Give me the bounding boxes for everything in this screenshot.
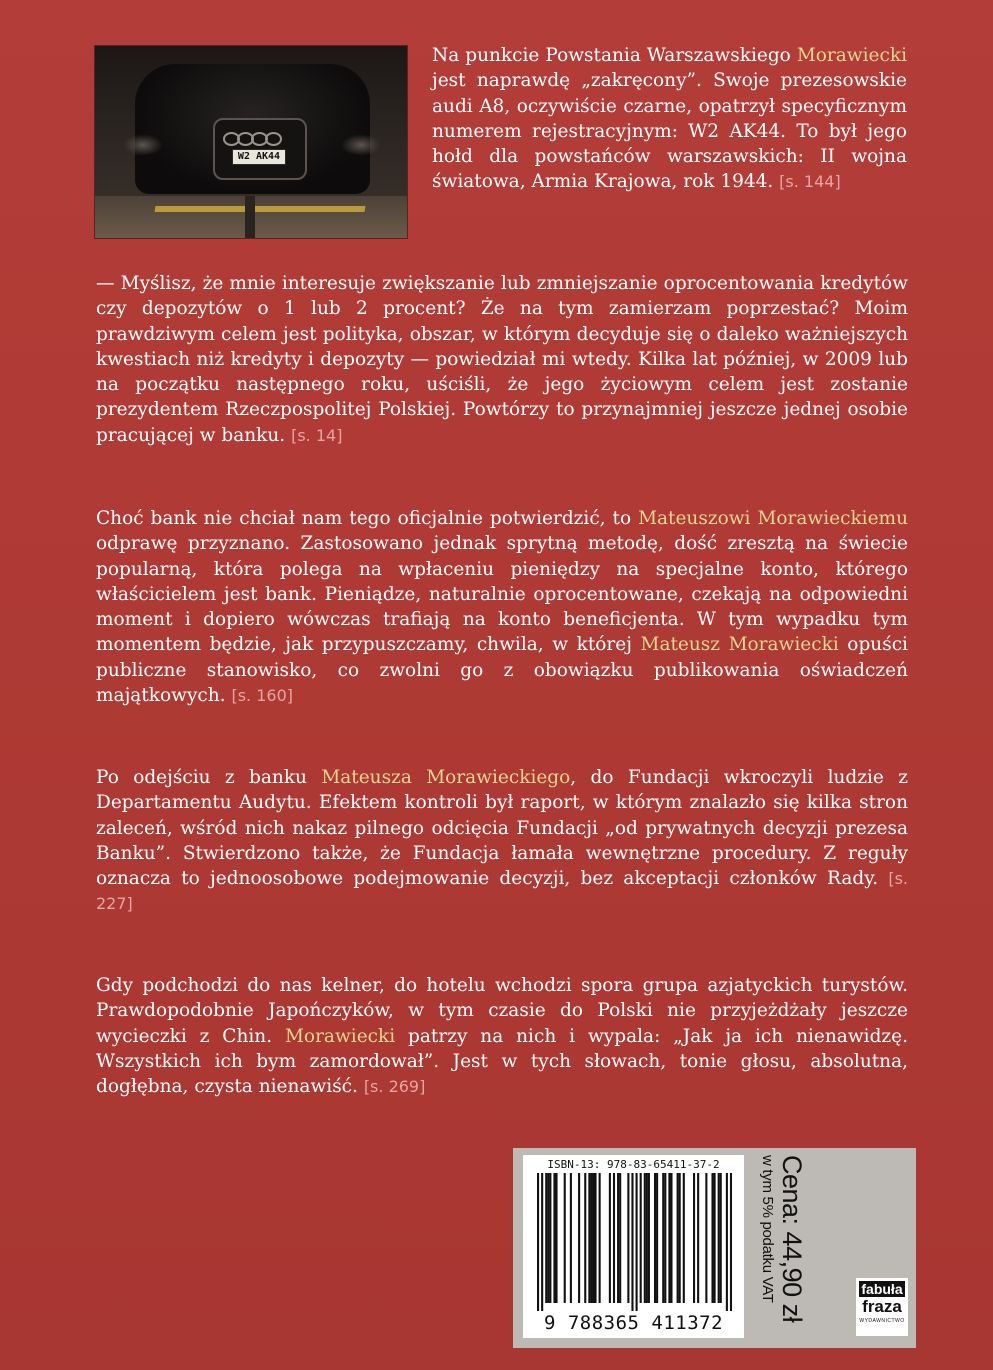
audi-logo-icon: [223, 132, 293, 146]
barcode-bar: [631, 1173, 633, 1311]
page-reference: [s. 160]: [231, 686, 293, 706]
publisher-line2: fraza: [862, 1297, 902, 1316]
barcode-bar: [590, 1173, 592, 1303]
barcode-bar: [726, 1173, 728, 1311]
barcode-bar: [718, 1173, 720, 1303]
quote-paragraph: [96, 973, 908, 1099]
publisher-logo: [856, 1278, 908, 1336]
barcode-bar: [537, 1173, 539, 1311]
quote-text: jest naprawdę „zakręcony”. Swoje prezesowskie audi A8, oczywiście czarne, opatrzył specyficznym numerem rejestracyjnym: W2 AK44. To był jego hołd dla powstańców warszawskich: II wojna światowa, Armia Krajowa, rok 1944.: [432, 70, 907, 193]
quote-text: — Myślisz, że mnie interesuje zwiększanie lub zmniejszanie oprocentowania kredytów czy depozytów o 1 lub 2 procent? Że na tym zamierzam poprzestać? Moim prawdziwym celem jest polityka, obszar, w którym decyduje się o daleko ważniejszych kwestiach niż kredyty i depozyty — powiedział mi wtedy. Kilka lat później, w 2009 lub na początku następnego roku, uściśli, że jego życiowym celem jest zostanie prezydentem Rzeczpospolitej Polskiej. Powtórzy to przynajmniej jeszcze jednej osobie pracującej w banku.: [96, 273, 908, 446]
parking-divider: [245, 196, 255, 238]
page-reference: [s. 144]: [779, 172, 841, 192]
quote-text: , do Fundacji wkroczyli ludzie z Departamentu Audytu. Efektem kontroli był raport, w którym znalazło się kilka stron zaleceń, wśród nich nakaz pilnego odcięcia Fundacji „od prywatnych decyzji prezesa Banku”. Stwierdzono także, że Fundacja łamała wewnętrzne procedury. Z reguły oznacza to jednoosobowe podejmowanie decyzji, bez akceptacji członków Rady.: [96, 767, 908, 890]
quote-4: [96, 765, 908, 917]
parking-line: [154, 206, 365, 212]
barcode-bar: [592, 1173, 594, 1303]
barcode-bar: [609, 1173, 611, 1303]
barcode-bar: [594, 1173, 596, 1303]
barcode-bar: [599, 1173, 601, 1303]
headlight-right: [341, 134, 381, 156]
quote-text: Choć bank nie chciał nam tego oficjalnie potwierdzić, to: [96, 508, 639, 529]
barcode-bar: [627, 1173, 629, 1303]
barcode-bar: [555, 1173, 557, 1303]
highlighted-name: Morawiecki: [796, 45, 907, 66]
barcode-bar: [668, 1173, 670, 1303]
highlighted-name: Mateusza Morawieckiego: [321, 767, 571, 788]
quote-paragraph: [432, 43, 907, 195]
barcode-bar: [720, 1173, 722, 1303]
publisher-line1: fabuła: [859, 1281, 905, 1297]
quote-text: Gdy podchodzi do nas kelner, do hotelu wchodzi spora grupa azjatyckich turystów. Prawdopodobnie Japończyków, w tym czasie do Polski nie przyjeżdżały jeszcze wycieczki z Chin.: [96, 975, 908, 1047]
barcode-bar: [549, 1173, 551, 1303]
barcode-bar: [693, 1173, 695, 1303]
quote-2: [96, 271, 908, 448]
barcode-bar: [640, 1173, 642, 1303]
barcode-bar: [553, 1173, 555, 1303]
barcode: [537, 1173, 732, 1311]
barcode-bar: [636, 1173, 638, 1311]
highlighted-name: Mateusz Morawiecki: [640, 634, 839, 656]
barcode-bar: [670, 1173, 672, 1303]
quote-1: [432, 43, 907, 195]
car-photo: [95, 46, 407, 238]
barcode-bar: [679, 1173, 681, 1303]
barcode-bar: [564, 1173, 566, 1303]
quote-text: Po odejściu z banku: [96, 767, 322, 788]
page-reference: [s. 14]: [291, 425, 343, 445]
barcode-bar: [714, 1173, 716, 1303]
barcode-bar: [656, 1173, 658, 1303]
barcode-bar: [644, 1173, 646, 1303]
quote-text: opuści publiczne stanowisko, co zwolni go z obowiązku publikowania oświadczeń majątkowych.: [96, 634, 908, 707]
barcode-bar: [683, 1173, 685, 1303]
barcode-bar: [613, 1173, 615, 1303]
barcode-bar: [547, 1173, 549, 1303]
highlighted-name: Mateuszowi Morawieckiemu: [638, 508, 908, 529]
barcode-bar: [570, 1173, 572, 1303]
barcode-bar: [588, 1173, 590, 1303]
barcode-digits: 9 788365 411372: [543, 1312, 724, 1334]
price-label: Cena: 44,90 zł: [777, 1155, 807, 1323]
page-reference: [s. 269]: [363, 1077, 426, 1097]
barcode-bar: [578, 1173, 580, 1303]
quote-paragraph: [96, 271, 908, 448]
barcode-bar: [617, 1173, 619, 1303]
vat-label: w tym 5% podatku VAT: [759, 1155, 776, 1303]
quote-text: odprawę przyznano. Zastosowano jednak sprytną metodę, dość zresztą na świecie popularną, która polega na wpłaceniu pieniędzy na specjalne konto, którego właścicielem jest bank. Pieniądze, naturalnie oprocentowane, czekają na odpowiedni moment i dopiero wówczas trafiają na konto beneficjenta. W tym wypadku tym momentem będzie, jak przypuszczamy, chwila, w której: [96, 533, 908, 656]
license-plate: W2 AK44: [232, 149, 286, 165]
quote-5: [96, 973, 908, 1099]
barcode-bar: [584, 1173, 586, 1303]
headlight-left: [123, 134, 163, 156]
highlighted-name: Morawiecki: [284, 1025, 396, 1047]
barcode-box: [523, 1155, 744, 1338]
barcode-bar: [730, 1173, 732, 1311]
barcode-bar: [654, 1173, 656, 1303]
quote-paragraph: [96, 765, 908, 917]
barcode-bar: [677, 1173, 679, 1303]
page-reference: [s. 227]: [96, 869, 908, 914]
barcode-bar: [662, 1173, 664, 1303]
barcode-bar: [646, 1173, 648, 1303]
quote-text: patrzy na nich i wypala: „Jak ja ich nienawidzę. Wszystkich ich bym zamordował”. Jest w tych słowach, tonie głosu, absolutna, dogłębna, czysta nienawiść.: [96, 1025, 908, 1098]
publisher-line3: WYDAWNICTWO: [859, 1318, 905, 1324]
barcode-bar: [541, 1173, 543, 1311]
price-column: [750, 1155, 820, 1338]
barcode-bar: [697, 1173, 699, 1303]
barcode-bar: [545, 1173, 547, 1303]
quote-paragraph: [96, 506, 908, 708]
barcode-bar: [705, 1173, 707, 1303]
isbn-label: ISBN-13: 978-83-65411-37-2: [547, 1158, 720, 1171]
barcode-bar: [648, 1173, 650, 1303]
barcode-bar: [711, 1173, 713, 1303]
quote-text: Na punkcie Powstania Warszawskiego: [432, 45, 797, 66]
barcode-bar: [664, 1173, 666, 1303]
quote-3: [96, 506, 908, 708]
barcode-bar: [619, 1173, 621, 1303]
